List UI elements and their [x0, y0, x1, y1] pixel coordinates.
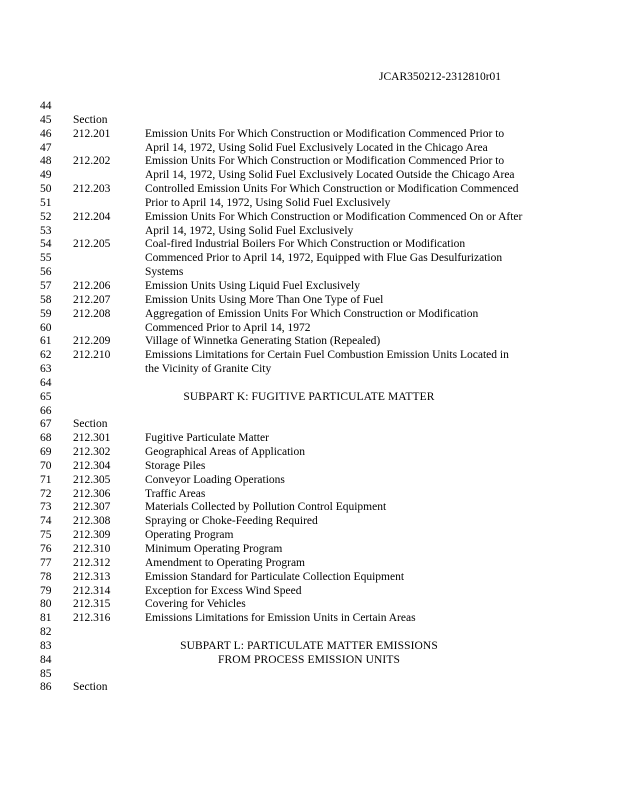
section-title: Spraying or Choke-Feeding Required [145, 515, 318, 528]
line-number: 68 [40, 432, 52, 445]
document-line [0, 100, 618, 114]
document-line [0, 612, 618, 626]
document-line [0, 418, 618, 432]
section-title: Storage Piles [145, 459, 206, 472]
document-line [0, 474, 618, 488]
document-line [0, 515, 618, 529]
line-number: 84 [40, 653, 52, 666]
subpart-heading: FROM PROCESS EMISSION UNITS [218, 653, 400, 666]
document-line [0, 681, 618, 695]
line-number: 78 [40, 570, 52, 583]
section-title: Covering for Vehicles [145, 598, 246, 611]
section-title: the Vicinity of Granite City [145, 363, 272, 376]
line-number: 62 [40, 349, 52, 362]
section-title: Amendment to Operating Program [145, 556, 306, 569]
line-number: 80 [40, 598, 52, 611]
document-line [0, 363, 618, 377]
line-number: 86 [40, 681, 52, 694]
line-number: 82 [40, 626, 52, 639]
section-title: April 14, 1972, Using Solid Fuel Exclusively [145, 224, 354, 237]
document-line [0, 543, 618, 557]
document-line [0, 571, 618, 585]
section-title: Commenced Prior to April 14, 1972 [145, 321, 311, 334]
section-number: 212.302 [73, 446, 111, 459]
section-title: Materials Collected by Pollution Control Equipment [145, 501, 387, 514]
document-line [0, 266, 618, 280]
document-line [0, 405, 618, 419]
document-line [0, 225, 618, 239]
document-line [0, 501, 618, 515]
line-number: 61 [40, 335, 52, 348]
section-number: 212.304 [73, 459, 111, 472]
document-line [0, 668, 618, 682]
line-number: 46 [40, 127, 52, 140]
document-line [0, 155, 618, 169]
section-title: Emission Units Using More Than One Type of Fuel [145, 293, 384, 306]
line-number: 85 [40, 667, 52, 680]
document-line [0, 585, 618, 599]
section-number: 212.207 [73, 293, 111, 306]
subpart-heading: SUBPART K: FUGITIVE PARTICULATE MATTER [183, 390, 435, 403]
section-number: 212.205 [73, 238, 111, 251]
line-number: 65 [40, 390, 52, 403]
section-title: Coal-fired Industrial Boilers For Which Construction or Modification [145, 238, 466, 251]
line-number: 79 [40, 584, 52, 597]
section-title: Geographical Areas of Application [145, 446, 305, 459]
document-line [0, 252, 618, 266]
section-number: 212.209 [73, 335, 111, 348]
section-title: Operating Program [145, 529, 234, 542]
document-line [0, 294, 618, 308]
document-line [0, 446, 618, 460]
document-line [0, 211, 618, 225]
document-line [0, 460, 618, 474]
document-line [0, 335, 618, 349]
line-number: 52 [40, 210, 52, 223]
section-title: Commenced Prior to April 14, 1972, Equipped with Flue Gas Desulfurization [145, 252, 503, 265]
section-title: Emission Units For Which Construction or Modification Commenced Prior to [145, 155, 505, 168]
line-number: 72 [40, 487, 52, 500]
line-number: 45 [40, 113, 52, 126]
section-title: April 14, 1972, Using Solid Fuel Exclusively Located Outside the Chicago Area [145, 169, 515, 182]
line-number: 56 [40, 266, 52, 279]
line-number: 49 [40, 169, 52, 182]
line-number: 44 [40, 100, 52, 112]
section-number: 212.307 [73, 501, 111, 514]
line-number: 48 [40, 155, 52, 168]
document-line [0, 128, 618, 142]
section-number: 212.208 [73, 307, 111, 320]
section-number: 212.308 [73, 515, 111, 528]
document-line [0, 377, 618, 391]
document-line [0, 349, 618, 363]
document-line [0, 197, 618, 211]
line-number: 83 [40, 639, 52, 652]
document-line [0, 432, 618, 446]
document-line [0, 238, 618, 252]
document-line [0, 322, 618, 336]
line-number: 75 [40, 529, 52, 542]
line-number: 73 [40, 501, 52, 514]
document-line [0, 557, 618, 571]
document-line [0, 280, 618, 294]
line-number: 74 [40, 515, 52, 528]
line-number: 55 [40, 252, 52, 265]
document-line [0, 598, 618, 612]
document-line [0, 183, 618, 197]
section-heading: Section [73, 113, 108, 126]
section-title: Fugitive Particulate Matter [145, 432, 269, 445]
section-title: Controlled Emission Units For Which Construction or Modification Commenced [145, 183, 519, 196]
line-number: 50 [40, 183, 52, 196]
section-title: Emissions Limitations for Certain Fuel Combustion Emission Units Located in [145, 349, 509, 362]
document-line [0, 391, 618, 405]
line-number: 60 [40, 321, 52, 334]
line-number: 67 [40, 418, 52, 431]
section-number: 212.313 [73, 570, 111, 583]
section-number: 212.203 [73, 183, 111, 196]
section-title: Traffic Areas [145, 487, 206, 500]
document-line [0, 529, 618, 543]
document-id: JCAR350212-2312810r01 [379, 71, 502, 83]
line-number: 59 [40, 307, 52, 320]
line-number: 81 [40, 612, 52, 625]
line-number: 53 [40, 224, 52, 237]
document-line [0, 488, 618, 502]
line-number: 63 [40, 363, 52, 376]
section-number: 212.305 [73, 473, 111, 486]
document-line [0, 169, 618, 183]
section-number: 212.316 [73, 612, 111, 625]
document-line [0, 654, 618, 668]
document-line [0, 142, 618, 156]
section-title: Village of Winnetka Generating Station (Repealed) [145, 335, 381, 348]
line-number: 76 [40, 543, 52, 555]
document-line [0, 308, 618, 322]
line-number: 69 [40, 446, 52, 459]
document-line [0, 626, 618, 640]
document-line [0, 640, 618, 654]
section-title: Aggregation of Emission Units For Which Construction or Modification [145, 307, 479, 320]
section-title: Minimum Operating Program [145, 543, 283, 555]
section-title: April 14, 1972, Using Solid Fuel Exclusively Located in the Chicago Area [145, 141, 488, 154]
line-number: 70 [40, 459, 52, 472]
section-title: Emission Standard for Particulate Collection Equipment [145, 570, 405, 583]
section-number: 212.314 [73, 584, 111, 597]
document-line [0, 114, 618, 128]
document-body [0, 100, 618, 695]
line-number: 47 [40, 141, 52, 154]
section-title: Emission Units For Which Construction or Modification Commenced Prior to [145, 127, 505, 140]
subpart-heading: SUBPART L: PARTICULATE MATTER EMISSIONS [180, 639, 438, 652]
line-number: 71 [40, 473, 52, 486]
section-title: Emission Units Using Liquid Fuel Exclusively [145, 279, 360, 292]
section-number: 212.206 [73, 279, 111, 292]
section-title: Emission Units For Which Construction or Modification Commenced On or After [145, 210, 523, 223]
section-number: 212.309 [73, 529, 111, 542]
section-heading: Section [73, 418, 108, 431]
section-number: 212.210 [73, 349, 111, 362]
section-title: Prior to April 14, 1972, Using Solid Fuel Exclusively [145, 196, 391, 209]
section-title: Systems [145, 266, 184, 279]
line-number: 57 [40, 279, 52, 292]
line-number: 66 [40, 404, 52, 417]
line-number: 51 [40, 196, 52, 209]
section-title: Emissions Limitations for Emission Units in Certain Areas [145, 612, 416, 625]
line-number: 54 [40, 238, 52, 251]
section-number: 212.204 [73, 210, 111, 223]
section-number: 212.315 [73, 598, 111, 611]
section-number: 212.312 [73, 556, 111, 569]
section-number: 212.201 [73, 127, 111, 140]
section-number: 212.202 [73, 155, 111, 168]
section-title: Exception for Excess Wind Speed [145, 584, 302, 597]
line-number: 58 [40, 293, 52, 306]
line-number: 64 [40, 376, 52, 389]
section-heading: Section [73, 681, 108, 694]
section-title: Conveyor Loading Operations [145, 473, 285, 486]
line-number: 77 [40, 556, 52, 569]
section-number: 212.301 [73, 432, 111, 445]
section-number: 212.306 [73, 487, 111, 500]
section-number: 212.310 [73, 543, 111, 555]
